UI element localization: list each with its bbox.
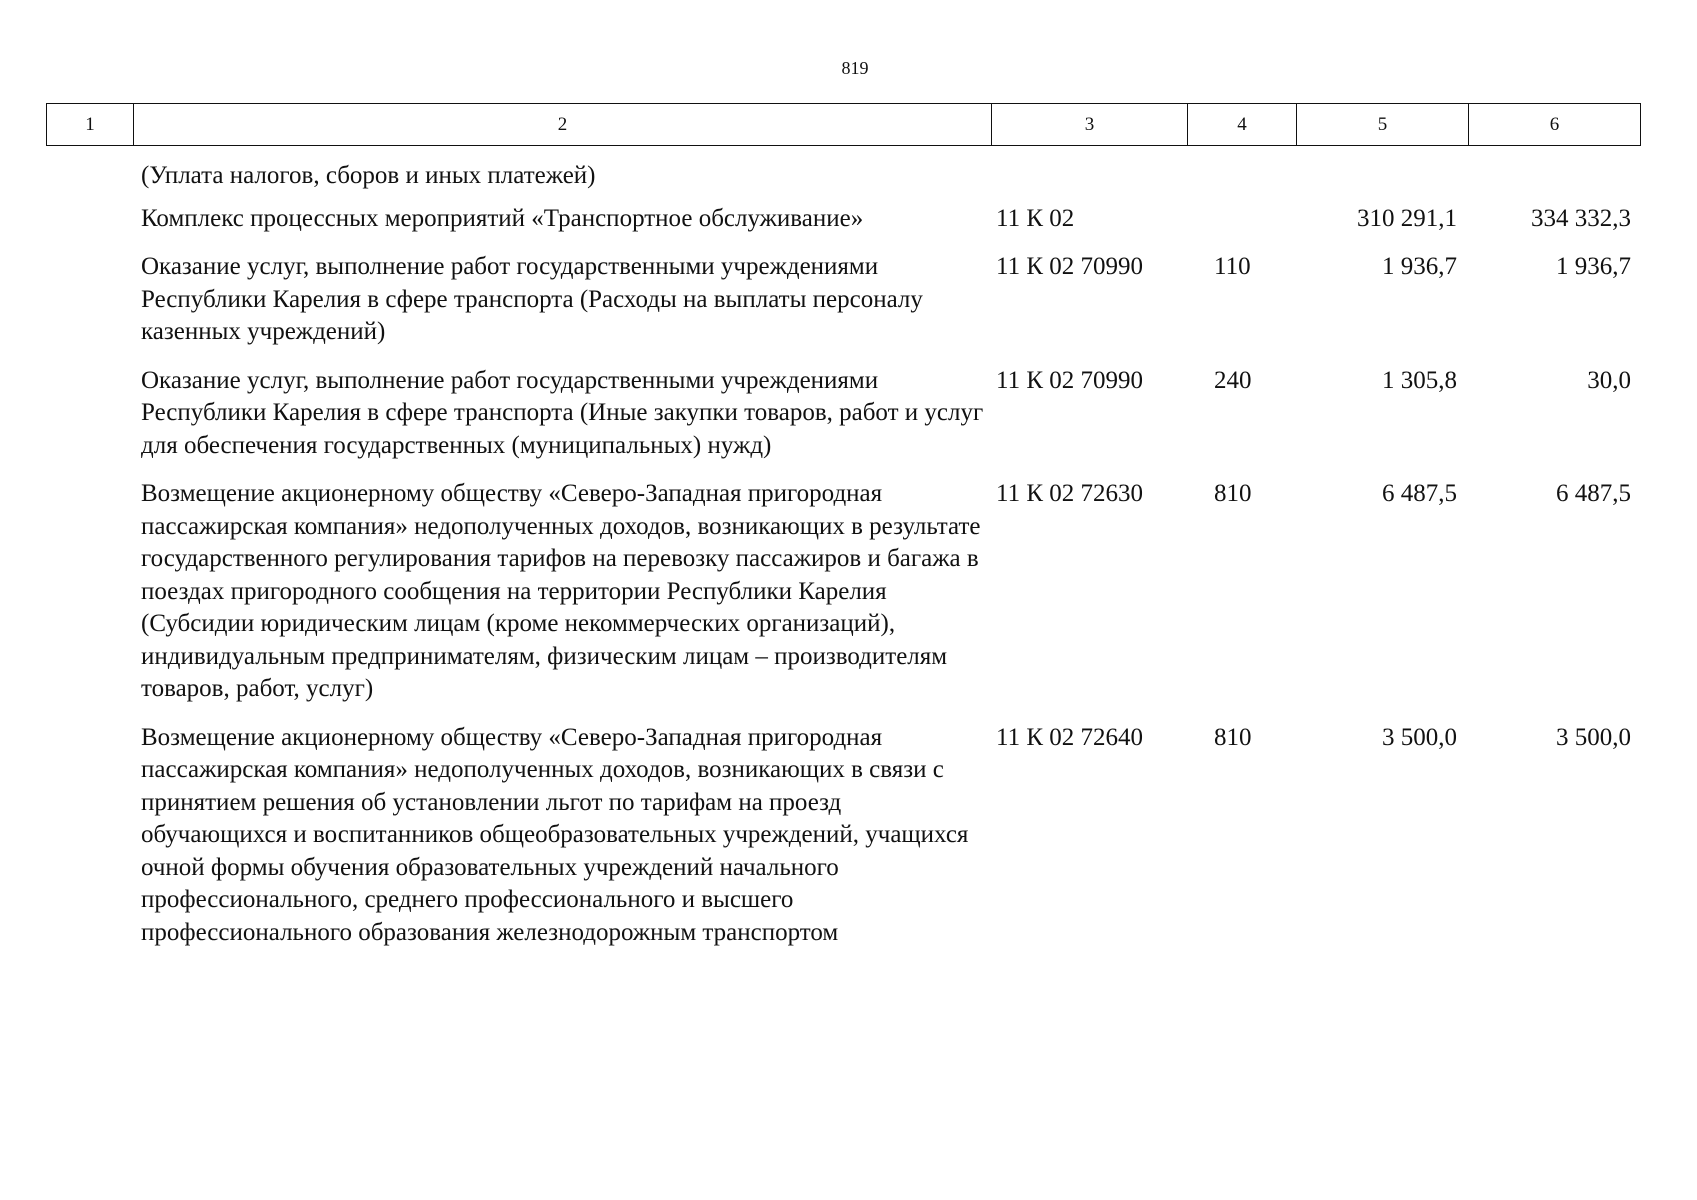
row-value-5 bbox=[1334, 160, 1457, 193]
table-row bbox=[141, 160, 1641, 193]
row-code: 11 К 02 72640 bbox=[996, 723, 1143, 751]
header-col-1: 1 bbox=[85, 113, 95, 135]
table-body bbox=[141, 160, 1641, 965]
header-col-2: 2 bbox=[133, 104, 991, 145]
table-header bbox=[46, 103, 1641, 146]
row-code: 11 К 02 70990 bbox=[996, 366, 1143, 394]
header-col-6: 6 bbox=[1468, 104, 1640, 145]
row-value-5: 1 936,7 bbox=[1382, 253, 1457, 280]
row-type: 810 bbox=[1214, 723, 1252, 751]
row-code: 11 К 02 72630 bbox=[996, 480, 1143, 507]
row-value-6: 6 487,5 bbox=[1556, 480, 1631, 507]
table-row bbox=[141, 722, 1641, 950]
row-value-5: 1 305,8 bbox=[1382, 366, 1457, 394]
row-type: 110 bbox=[1214, 253, 1251, 280]
table-row bbox=[141, 478, 1641, 706]
row-value-6: 3 500,0 bbox=[1556, 723, 1631, 751]
header-col-3: 3 bbox=[991, 104, 1187, 145]
row-value-6: 334 332,3 bbox=[1531, 204, 1631, 232]
table-row bbox=[141, 251, 1641, 349]
table-row bbox=[141, 203, 1641, 236]
row-code: 11 К 02 70990 bbox=[996, 253, 1143, 280]
header-col-5: 5 bbox=[1296, 104, 1468, 145]
row-type: 810 bbox=[1214, 480, 1252, 507]
row-name: Оказание услуг, выполнение работ государственными учреждениями Республики Карелия в сфере транспорта (Расходы на выплаты персоналу казенных учреждений) bbox=[141, 253, 923, 345]
row-value-6 bbox=[1457, 160, 1631, 193]
row-name: Комплекс процессных мероприятий «Транспортное обслуживание» bbox=[141, 204, 864, 232]
row-name: Возмещение акционерному обществу «Северо-Западная пригородная пассажирская компания» недополученных доходов, возникающих в связи с принятием решения об установлении льгот по тарифам на проезд обучающихся и воспитанников общеобразовательных учреждений, учащихся очной формы обучения образовательных учреждений начального профессионального, среднего профессионального и высшего профессионального образования железнодорожным транспортом bbox=[141, 723, 969, 946]
row-code: 11 К 02 bbox=[996, 204, 1075, 232]
table-row bbox=[141, 365, 1641, 463]
page-number: 819 bbox=[841, 58, 869, 78]
row-value-6: 1 936,7 bbox=[1556, 253, 1631, 280]
row-type: 240 bbox=[1214, 366, 1252, 394]
row-code bbox=[996, 160, 1214, 193]
row-value-5: 6 487,5 bbox=[1382, 480, 1457, 507]
row-type bbox=[1214, 203, 1334, 236]
row-value-6: 30,0 bbox=[1587, 366, 1631, 394]
row-name: (Уплата налогов, сборов и иных платежей) bbox=[141, 162, 596, 189]
row-value-5: 310 291,1 bbox=[1357, 204, 1457, 232]
header-col-4: 4 bbox=[1187, 104, 1296, 145]
row-type bbox=[1214, 160, 1334, 193]
row-name: Возмещение акционерному обществу «Северо-Западная пригородная пассажирская компания» недополученных доходов, возникающих в результате государственного регулирования тарифов на перевозку пассажиров и багажа в поездах пригородного сообщения на территории Республики Карелия (Субсидии юридическим лицам (кроме некоммерческих организаций), индивидуальным предпринимателям, физическим лицам – производителям товаров, работ, услуг) bbox=[141, 480, 981, 702]
row-value-5: 3 500,0 bbox=[1382, 723, 1457, 751]
row-name: Оказание услуг, выполнение работ государственными учреждениями Республики Карелия в сфере транспорта (Иные закупки товаров, работ и услуг для обеспечения государственных (муниципальных) нужд) bbox=[141, 366, 984, 459]
